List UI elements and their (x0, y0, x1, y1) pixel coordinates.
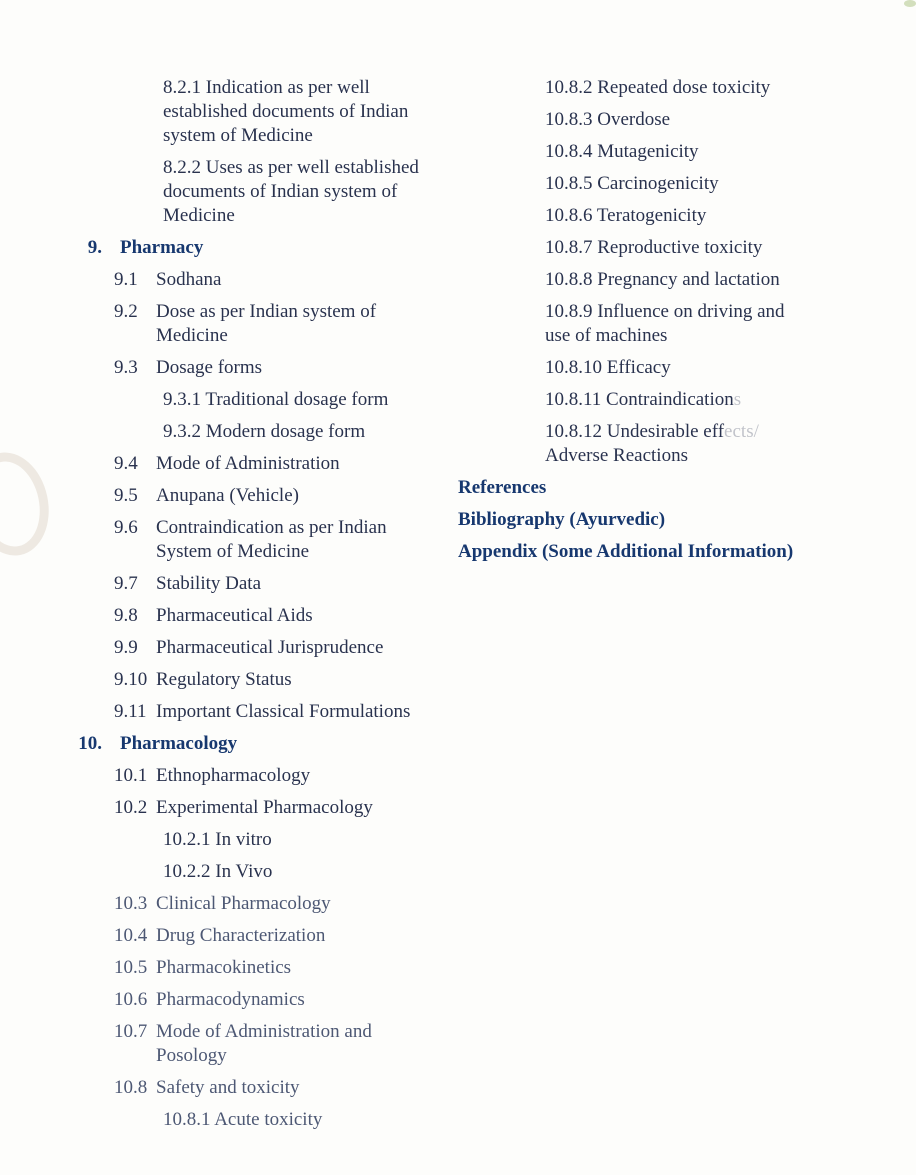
toc-entry-10-4 (68, 924, 488, 948)
toc-line: Dosage forms (156, 357, 263, 378)
toc-line: Medicine (163, 205, 235, 226)
toc-entry-10-1 (68, 764, 488, 788)
toc-entry-number: 9.1 (114, 269, 138, 290)
toc-entry-10-8-5 (458, 172, 888, 196)
toc-entry-number: 10.3 (114, 893, 148, 914)
toc-column-right (458, 76, 888, 572)
toc-entry-number: 9.10 (114, 669, 148, 690)
toc-line: 8.2.1 Indication as per well (163, 77, 370, 98)
toc-entry-9-5 (68, 484, 488, 508)
toc-entry-number: 9.2 (114, 301, 138, 322)
toc-entry-9-1 (68, 268, 488, 292)
toc-line: Mode of Administration and (156, 1021, 372, 1042)
toc-line: Adverse Reactions (545, 445, 688, 466)
toc-entry-number: 9.8 (114, 605, 138, 626)
scan-blemish-arc (0, 445, 58, 563)
toc-line: 10.8.8 Pregnancy and lactation (545, 269, 780, 290)
toc-line: 8.2.2 Uses as per well established (163, 157, 419, 178)
toc-line: System of Medicine (156, 541, 310, 562)
toc-line: 9.3.1 Traditional dosage form (163, 389, 389, 410)
toc-entry-10-8-4 (458, 140, 888, 164)
toc-line: Pharmacology (120, 733, 238, 754)
toc-line: References (458, 477, 547, 498)
toc-line: Contraindication as per Indian (156, 517, 387, 538)
toc-line: Important Classical Formulations (156, 701, 411, 722)
toc-line: Experimental Pharmacology (156, 797, 373, 818)
toc-line: Dose as per Indian system of (156, 301, 377, 322)
toc-line: 10.8.4 Mutagenicity (545, 141, 699, 162)
toc-line: Bibliography (Ayurvedic) (458, 509, 666, 530)
toc-entry-number: 10.4 (114, 925, 148, 946)
toc-line: 10.8.9 Influence on driving and (545, 301, 785, 322)
toc-entry-number: 10.8 (114, 1077, 148, 1098)
toc-entry-9-9 (68, 636, 488, 660)
toc-line: Medicine (156, 325, 228, 346)
toc-entry-9-3-2 (68, 420, 488, 444)
toc-line: documents of Indian system of (163, 181, 398, 202)
toc-entry-number: 9.4 (114, 453, 138, 474)
toc-entry-number: 9.6 (114, 517, 138, 538)
toc-entry-10-6 (68, 988, 488, 1012)
toc-entry-10-8-7 (458, 236, 888, 260)
toc-line: 9.3.2 Modern dosage form (163, 421, 366, 442)
toc-entry-9-6 (68, 516, 488, 564)
scan-smudge (904, 0, 916, 7)
toc-entry-10-2-2 (68, 860, 488, 884)
toc-line: Pharmacy (120, 237, 204, 258)
toc-entry-10-8-2 (458, 76, 888, 100)
toc-entry-10-8-8 (458, 268, 888, 292)
toc-line: 10.8.3 Overdose (545, 109, 671, 130)
toc-entry-10-8 (68, 1076, 488, 1100)
toc-entry (458, 508, 888, 532)
toc-entry-number: 9.3 (114, 357, 138, 378)
faded-text: ects/ (724, 421, 759, 442)
toc-entry-10-5 (68, 956, 488, 980)
toc-line: Pharmacodynamics (156, 989, 305, 1010)
toc-line: Mode of Administration (156, 453, 340, 474)
toc-column-left (68, 76, 488, 1140)
toc-line: 10.8.10 Efficacy (545, 357, 671, 378)
toc-entry-number: 10. (78, 733, 102, 754)
toc-line: Pharmaceutical Jurisprudence (156, 637, 384, 658)
toc-line: Ethnopharmacology (156, 765, 311, 786)
toc-line: 10.2.1 In vitro (163, 829, 272, 850)
toc-line: 10.8.1 Acute toxicity (163, 1109, 323, 1130)
toc-entry-8-2-1 (68, 76, 488, 148)
toc-entry-number: 10.6 (114, 989, 148, 1010)
toc-entry-number: 10.5 (114, 957, 148, 978)
toc-line: established documents of Indian (163, 101, 409, 122)
toc-entry-10-2-1 (68, 828, 488, 852)
toc-entry-9-3 (68, 356, 488, 380)
toc-line: Sodhana (156, 269, 222, 290)
toc-entry-9-2 (68, 300, 488, 348)
toc-entry-9-11 (68, 700, 488, 724)
toc-entry-number: 9.11 (114, 701, 147, 722)
toc-entry (458, 476, 888, 500)
toc-line: Posology (156, 1045, 227, 1066)
toc-line: Drug Characterization (156, 925, 326, 946)
toc-entry-10-8-11 (458, 388, 888, 412)
toc-line: Regulatory Status (156, 669, 292, 690)
toc-entry-number: 9.9 (114, 637, 138, 658)
toc-entry-10-8-12 (458, 420, 888, 468)
toc-line: 10.8.7 Reproductive toxicity (545, 237, 763, 258)
toc-entry-8-2-2 (68, 156, 488, 228)
toc-entry-10-8-3 (458, 108, 888, 132)
toc-line: Anupana (Vehicle) (156, 485, 299, 506)
toc-line: Appendix (Some Additional Information) (458, 541, 794, 562)
toc-line: Pharmacokinetics (156, 957, 292, 978)
toc-entry-10-8-6 (458, 204, 888, 228)
toc-entry-9-4 (68, 452, 488, 476)
toc-line: 10.8.11 Contraindications (545, 389, 742, 410)
toc-entry-10-2 (68, 796, 488, 820)
toc-entry-10 (68, 732, 488, 756)
toc-entry-number: 10.1 (114, 765, 148, 786)
toc-entry-10-3 (68, 892, 488, 916)
toc-line: use of machines (545, 325, 668, 346)
faded-text: s (733, 389, 742, 410)
toc-entry (458, 540, 888, 564)
toc-line: 10.2.2 In Vivo (163, 861, 273, 882)
toc-line: Clinical Pharmacology (156, 893, 331, 914)
toc-line: Stability Data (156, 573, 262, 594)
toc-entry-10-8-1 (68, 1108, 488, 1132)
toc-line: 10.8.6 Teratogenicity (545, 205, 707, 226)
toc-entry-number: 10.7 (114, 1021, 148, 1042)
toc-entry-9-10 (68, 668, 488, 692)
toc-entry-9 (68, 236, 488, 260)
toc-entry-10-7 (68, 1020, 488, 1068)
toc-entry-number: 9.7 (114, 573, 138, 594)
toc-line: 10.8.12 Undesirable effects/ (545, 421, 759, 442)
toc-entry-number: 10.2 (114, 797, 148, 818)
toc-entry-10-8-9 (458, 300, 888, 348)
toc-entry-number: 9. (87, 237, 102, 258)
toc-entry-9-3-1 (68, 388, 488, 412)
toc-line: system of Medicine (163, 125, 313, 146)
toc-entry-9-8 (68, 604, 488, 628)
toc-line: 10.8.2 Repeated dose toxicity (545, 77, 771, 98)
toc-line: Safety and toxicity (156, 1077, 300, 1098)
toc-entry-10-8-10 (458, 356, 888, 380)
toc-entry-9-7 (68, 572, 488, 596)
toc-line: Pharmaceutical Aids (156, 605, 313, 626)
toc-entry-number: 9.5 (114, 485, 138, 506)
toc-line: 10.8.5 Carcinogenicity (545, 173, 719, 194)
